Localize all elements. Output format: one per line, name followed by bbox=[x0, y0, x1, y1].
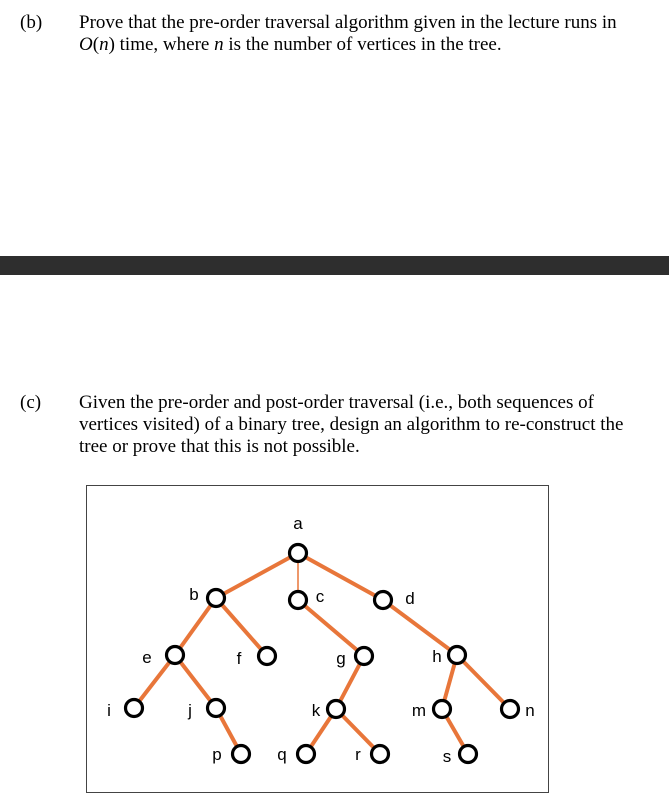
tree-node-r bbox=[372, 746, 389, 763]
node-label-g: g bbox=[336, 649, 346, 668]
node-label-h: h bbox=[432, 647, 442, 666]
tree-node-h bbox=[449, 647, 466, 664]
tree-node-m bbox=[434, 701, 451, 718]
part-b-line-2: O(n) time, where n is the number of vertices in the tree. bbox=[79, 34, 502, 55]
tree-node-s bbox=[460, 746, 477, 763]
tree-node-j bbox=[208, 700, 225, 717]
node-label-m: m bbox=[411, 701, 427, 720]
edge-b-f bbox=[216, 598, 267, 656]
tree-node-f bbox=[259, 648, 276, 665]
node-label-n: n bbox=[525, 701, 535, 720]
node-label-b: b bbox=[189, 585, 199, 604]
node-label-c: c bbox=[315, 587, 325, 606]
tree-node-i bbox=[126, 700, 143, 717]
node-label-s: s bbox=[442, 747, 452, 766]
node-label-a: a bbox=[293, 514, 303, 533]
part-b-text bbox=[79, 12, 659, 56]
part-c-line-2: vertices visited) of a binary tree, design an algorithm to re-construct the bbox=[79, 414, 624, 435]
binary-tree-figure bbox=[86, 485, 549, 793]
node-label-j: j bbox=[188, 701, 192, 720]
node-label-d: d bbox=[405, 589, 415, 608]
part-b-label: (b) bbox=[20, 12, 43, 33]
part-c-text bbox=[79, 392, 659, 458]
node-label-k: k bbox=[311, 701, 321, 720]
edge-h-n bbox=[457, 655, 510, 709]
edge-c-g bbox=[298, 600, 364, 656]
tree-node-c bbox=[290, 592, 307, 609]
tree-node-a bbox=[290, 545, 307, 562]
node-label-i: i bbox=[107, 701, 111, 720]
part-c-label: (c) bbox=[20, 392, 42, 413]
tree-node-q bbox=[298, 746, 315, 763]
tree-node-d bbox=[375, 592, 392, 609]
binary-tree-diagram bbox=[87, 486, 548, 792]
part-b-line-1: Prove that the pre-order traversal algorithm given in the lecture runs in bbox=[79, 12, 617, 33]
node-label-r: r bbox=[355, 745, 361, 764]
node-label-e: e bbox=[142, 648, 152, 667]
edge-a-d bbox=[298, 553, 383, 600]
page-divider bbox=[0, 256, 669, 275]
tree-node-p bbox=[233, 746, 250, 763]
tree-node-g bbox=[356, 648, 373, 665]
tree-node-b bbox=[208, 590, 225, 607]
node-label-f: f bbox=[236, 649, 242, 668]
tree-node-e bbox=[167, 647, 184, 664]
edge-b-e bbox=[175, 598, 216, 655]
edge-a-b bbox=[216, 553, 298, 598]
tree-node-n bbox=[502, 701, 519, 718]
tree-node-k bbox=[328, 701, 345, 718]
part-c-line-3: tree or prove that this is not possible. bbox=[79, 436, 360, 457]
edge-d-h bbox=[383, 600, 457, 655]
node-label-q: q bbox=[277, 745, 287, 764]
part-c-line-1: Given the pre-order and post-order traversal (i.e., both sequences of bbox=[79, 392, 594, 413]
node-label-p: p bbox=[212, 745, 222, 764]
